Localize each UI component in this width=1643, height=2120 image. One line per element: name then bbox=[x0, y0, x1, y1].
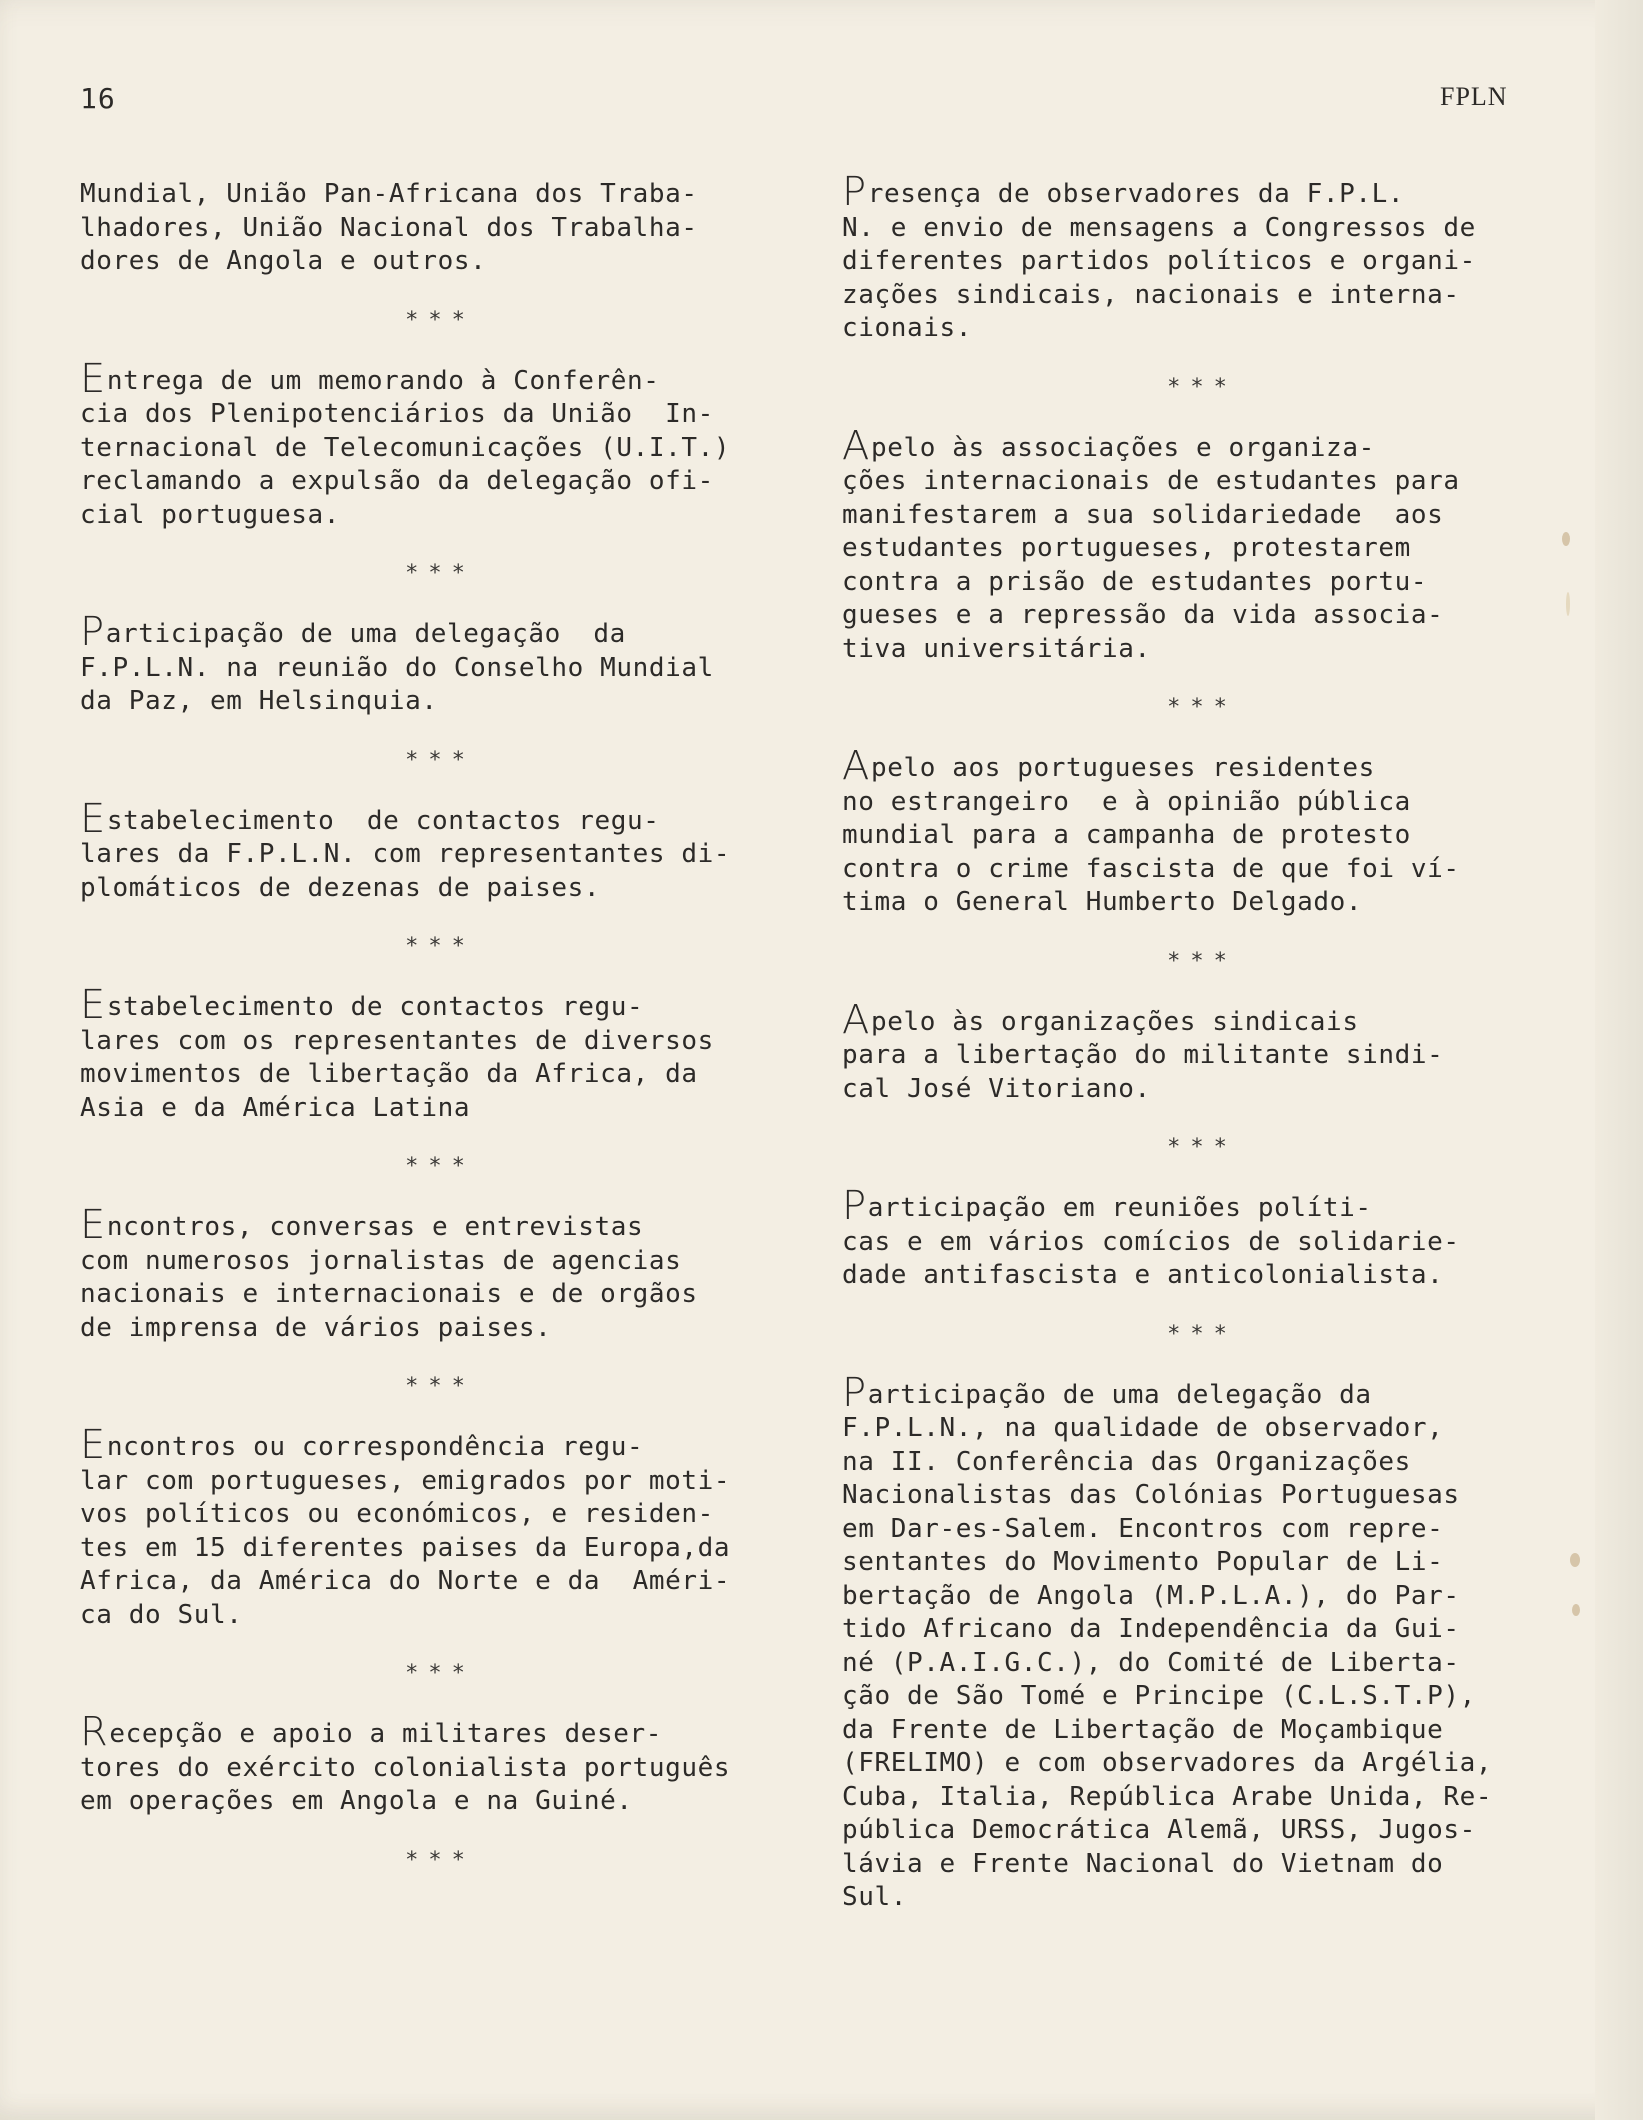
paragraph-text: articipação em reuniões políti- cas e em vários comícios de solidarie- dade antifascista e anticolonialista. bbox=[842, 1193, 1460, 1290]
paragraph bbox=[842, 996, 1562, 1107]
paragraph-text: stabelecimento de contactos regu- lares com os representantes de diversos movimentos de libertação da Africa, da Asia e da América Latina bbox=[80, 992, 714, 1123]
paragraph bbox=[80, 609, 800, 719]
paragraph bbox=[842, 169, 1562, 346]
paragraph bbox=[842, 1369, 1562, 1915]
asterisk-separator: *** bbox=[1167, 695, 1237, 720]
drop-cap: A bbox=[842, 996, 870, 1043]
paper-stain bbox=[1570, 1553, 1580, 1567]
asterisk-separator: *** bbox=[405, 1847, 475, 1873]
drop-cap: E bbox=[80, 355, 106, 402]
drop-cap: R bbox=[80, 1709, 109, 1755]
paper-stain bbox=[1572, 1604, 1580, 1616]
drop-cap: E bbox=[80, 795, 106, 842]
paragraph bbox=[842, 422, 1562, 667]
paragraph-text: ecepção e apoio a militares deser- tores do exército colonialista português em operações em Angola e na Guiné. bbox=[80, 1719, 731, 1816]
drop-cap: P bbox=[80, 609, 105, 655]
paragraph-text: ntrega de um memorando à Conferên- cia dos Plenipotenciários da União In- ternacional de Telecomunicações (U.I.T.) reclamando a expulsão da delegação ofi- cial portuguesa. bbox=[80, 365, 731, 530]
asterisk-separator: *** bbox=[405, 934, 475, 959]
asterisk-separator: *** bbox=[1167, 948, 1237, 974]
paragraph bbox=[842, 1183, 1562, 1293]
paragraph-text: ncontros ou correspondência regu- lar com portugueses, emigrados por moti- vos políticos ou económicos, e residen- tes em 15 diferentes paises da Europa,da Africa, da América do Norte e da Améri- ca do Sul. bbox=[80, 1432, 731, 1630]
paragraph-text: Mundial, União Pan-Africana dos Traba- lhadores, União Nacional dos Trabalha- dores de Angola e outros. bbox=[80, 179, 698, 276]
paragraph bbox=[80, 1709, 800, 1819]
paragraph-text: stabelecimento de contactos regu- lares da F.P.L.N. com representantes di- plomáticos de dezenas de paises. bbox=[80, 805, 731, 903]
asterisk-separator: *** bbox=[1167, 1135, 1237, 1160]
asterisk-separator: *** bbox=[405, 747, 475, 773]
paragraph-text: pelo aos portugueses residentes no estrangeiro e à opinião pública mundial para a campanha de protesto contra o crime fascista de que foi ví- tima o General Humberto Delgado. bbox=[842, 753, 1460, 917]
asterisk-separator: *** bbox=[405, 1154, 475, 1179]
paragraph-text: articipação de uma delegação da F.P.L.N., na qualidade de observador, na II. Conferência das Organizações Nacionalistas das Colónias Portuguesas em Dar-es-Salem. Encontros com repre- sentantes do Movimento Popular de Li- bertação de Angola (M.P.L.A.), do Par- tido Africano da Independência da Gui- né (P.A.I.G.C.), do Comité de Liberta- ção de São Tomé e Principe (C.L.S.T.P), da Frente de Libertação de Moçambique (FRELIMO) e com observadores da Argélia, Cuba, Italia, República Arabe Unida, Re- pública Democrática Alemã, URSS, Jugos- lávia e Frente Nacional do Vietnam do Sul. bbox=[842, 1379, 1493, 1912]
asterisk-separator: *** bbox=[405, 1661, 475, 1686]
asterisk-separator: *** bbox=[405, 307, 475, 333]
paragraph bbox=[80, 982, 800, 1125]
page-number: 16 bbox=[80, 82, 116, 115]
asterisk-separator: *** bbox=[405, 561, 475, 586]
drop-cap: E bbox=[80, 1202, 106, 1248]
paragraph bbox=[80, 1422, 800, 1632]
paragraph bbox=[80, 355, 800, 533]
drop-cap: E bbox=[80, 1422, 106, 1468]
left-column bbox=[80, 178, 800, 1905]
paragraph bbox=[80, 178, 800, 279]
paragraph-text: pelo às organizações sindicais para a libertação do militante sindi- cal José Vitoriano. bbox=[842, 1006, 1444, 1104]
paragraph-text: articipação de uma delegação da F.P.L.N. na reunião do Conselho Mundial da Paz, em Helsinquia. bbox=[80, 619, 714, 716]
paragraph-text: pelo às associações e organiza- ções internacionais de estudantes para manifestarem a sua solidariedade aos estudantes portugueses, protestarem contra a prisão de estudantes portu- gueses e a repressão da vida associa- tiva universitária. bbox=[842, 432, 1460, 664]
drop-cap: E bbox=[80, 982, 106, 1028]
paragraph bbox=[842, 743, 1562, 920]
drop-cap: A bbox=[842, 422, 870, 469]
paper-stain bbox=[1562, 532, 1570, 546]
drop-cap: P bbox=[842, 1183, 867, 1229]
running-head: FPLN bbox=[1440, 82, 1508, 111]
paragraph-text: ncontros, conversas e entrevistas com numerosos jornalistas de agencias nacionais e internacionais e de orgãos de imprensa de vários paises. bbox=[80, 1212, 698, 1343]
drop-cap: P bbox=[842, 169, 867, 215]
asterisk-separator: *** bbox=[1167, 1321, 1237, 1347]
drop-cap: P bbox=[842, 1369, 867, 1416]
paragraph bbox=[80, 795, 800, 906]
drop-cap: A bbox=[842, 743, 870, 789]
page-edge-shadow bbox=[1595, 0, 1643, 2120]
asterisk-separator: *** bbox=[1167, 374, 1237, 400]
asterisk-separator: *** bbox=[405, 1374, 475, 1399]
paragraph bbox=[80, 1202, 800, 1345]
paragraph-text: resença de observadores da F.P.L. N. e envio de mensagens a Congressos de diferentes partidos políticos e organi- zações sindicais, nacionais e interna- cionais. bbox=[842, 179, 1476, 343]
right-column bbox=[842, 169, 1562, 1915]
paper-stain bbox=[1566, 592, 1570, 616]
